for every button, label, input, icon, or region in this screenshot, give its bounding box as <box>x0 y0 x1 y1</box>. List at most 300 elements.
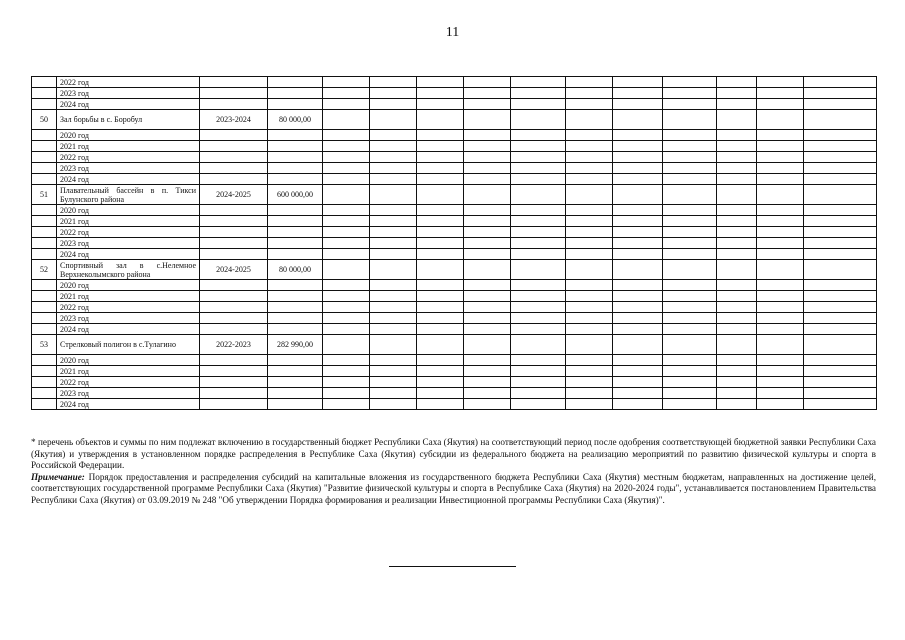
value-cell <box>323 280 370 291</box>
value-cell <box>323 388 370 399</box>
period-cell <box>200 174 268 185</box>
value-cell <box>566 302 613 313</box>
value-cell <box>370 249 417 260</box>
value-cell <box>566 249 613 260</box>
value-cell <box>464 216 511 227</box>
value-cell <box>566 152 613 163</box>
value-cell <box>804 88 877 99</box>
value-cell <box>566 335 613 355</box>
value-cell <box>804 99 877 110</box>
value-cell <box>417 174 464 185</box>
value-cell <box>804 163 877 174</box>
value-cell <box>417 163 464 174</box>
value-cell <box>464 313 511 324</box>
object-name: Плавательный бассейн в п. Тикси Булунского района <box>57 185 200 205</box>
value-cell <box>370 141 417 152</box>
value-cell <box>757 216 804 227</box>
page-number: 11 <box>445 25 460 40</box>
value-cell <box>464 88 511 99</box>
value-cell <box>717 260 757 280</box>
period-cell <box>200 291 268 302</box>
row-number-cell <box>32 302 57 313</box>
value-cell <box>566 130 613 141</box>
value-cell <box>417 88 464 99</box>
value-cell <box>717 130 757 141</box>
value-cell <box>370 163 417 174</box>
value-cell <box>464 260 511 280</box>
value-cell <box>613 77 663 88</box>
period-cell <box>200 141 268 152</box>
year-row <box>32 280 877 291</box>
value-cell <box>757 77 804 88</box>
value-cell <box>613 388 663 399</box>
value-cell <box>717 302 757 313</box>
row-number-cell <box>32 377 57 388</box>
row-number-cell <box>32 280 57 291</box>
value-cell <box>613 377 663 388</box>
value-cell <box>511 355 566 366</box>
value-cell <box>464 302 511 313</box>
value-cell <box>757 280 804 291</box>
value-cell <box>566 238 613 249</box>
value-cell <box>566 185 613 205</box>
value-cell <box>417 141 464 152</box>
value-cell <box>717 291 757 302</box>
object-period: 2023-2024 <box>200 110 268 130</box>
value-cell <box>417 324 464 335</box>
value-cell <box>717 335 757 355</box>
row-number-cell <box>32 205 57 216</box>
value-cell <box>464 280 511 291</box>
year-row <box>32 227 877 238</box>
year-row <box>32 249 877 260</box>
value-cell <box>323 227 370 238</box>
year-label: 2020 год <box>57 205 200 216</box>
amount-cell <box>268 130 323 141</box>
value-cell <box>663 355 717 366</box>
value-cell <box>613 227 663 238</box>
value-cell <box>663 174 717 185</box>
object-number: 53 <box>32 335 57 355</box>
value-cell <box>757 377 804 388</box>
amount-cell <box>268 174 323 185</box>
value-cell <box>323 174 370 185</box>
value-cell <box>370 152 417 163</box>
value-cell <box>717 99 757 110</box>
year-label: 2023 год <box>57 88 200 99</box>
value-cell <box>663 238 717 249</box>
period-cell <box>200 130 268 141</box>
value-cell <box>613 355 663 366</box>
amount-cell <box>268 291 323 302</box>
value-cell <box>717 141 757 152</box>
value-cell <box>663 377 717 388</box>
object-name: Стрелковый полигон в с.Тулагино <box>57 335 200 355</box>
value-cell <box>511 174 566 185</box>
value-cell <box>511 313 566 324</box>
row-number-cell <box>32 130 57 141</box>
year-label: 2021 год <box>57 366 200 377</box>
value-cell <box>417 355 464 366</box>
year-label: 2022 год <box>57 302 200 313</box>
remark-text: Порядок предоставления и распределения субсидий на капитальные вложения из государственного бюджета Республики Саха (Якутия) местным бюджетам, направленных на достижение целей, соответствующих государственной программе Республики Саха (Якутия) "Развитие физической культуры и спорта в Республике Саха (Якутия) на 2020-2024 годы", устанавливается постановлением Правительства Республики Саха (Якутия) от 03.09.2019 № 248 "Об утверждении Порядка формирования и реализации Инвестиционной программы Республики Саха (Якутия)". <box>31 471 876 505</box>
amount-cell <box>268 152 323 163</box>
value-cell <box>613 366 663 377</box>
object-row <box>32 185 877 205</box>
value-cell <box>757 302 804 313</box>
value-cell <box>717 205 757 216</box>
value-cell <box>370 227 417 238</box>
value-cell <box>804 141 877 152</box>
value-cell <box>757 249 804 260</box>
value-cell <box>613 99 663 110</box>
value-cell <box>717 163 757 174</box>
value-cell <box>757 260 804 280</box>
value-cell <box>613 238 663 249</box>
object-amount: 282 990,00 <box>268 335 323 355</box>
row-number-cell <box>32 174 57 185</box>
value-cell <box>757 141 804 152</box>
value-cell <box>717 238 757 249</box>
value-cell <box>804 377 877 388</box>
year-row <box>32 88 877 99</box>
row-number-cell <box>32 88 57 99</box>
value-cell <box>370 130 417 141</box>
value-cell <box>323 141 370 152</box>
value-cell <box>323 291 370 302</box>
value-cell <box>663 163 717 174</box>
value-cell <box>370 291 417 302</box>
row-number-cell <box>32 366 57 377</box>
period-cell <box>200 355 268 366</box>
object-name: Зал борьбы в с. Боробул <box>57 110 200 130</box>
value-cell <box>757 238 804 249</box>
value-cell <box>511 130 566 141</box>
value-cell <box>804 291 877 302</box>
year-label: 2023 год <box>57 388 200 399</box>
value-cell <box>804 280 877 291</box>
value-cell <box>613 249 663 260</box>
value-cell <box>323 185 370 205</box>
row-number-cell <box>32 355 57 366</box>
value-cell <box>511 141 566 152</box>
value-cell <box>511 152 566 163</box>
value-cell <box>370 366 417 377</box>
value-cell <box>804 366 877 377</box>
year-label: 2022 год <box>57 227 200 238</box>
value-cell <box>757 399 804 410</box>
value-cell <box>804 399 877 410</box>
value-cell <box>417 152 464 163</box>
period-cell <box>200 324 268 335</box>
row-number-cell <box>32 227 57 238</box>
amount-cell <box>268 249 323 260</box>
value-cell <box>804 324 877 335</box>
amount-cell <box>268 227 323 238</box>
period-cell <box>200 313 268 324</box>
period-cell <box>200 99 268 110</box>
value-cell <box>566 313 613 324</box>
value-cell <box>370 355 417 366</box>
value-cell <box>663 302 717 313</box>
object-amount: 80 000,00 <box>268 110 323 130</box>
value-cell <box>613 185 663 205</box>
row-number-cell <box>32 77 57 88</box>
value-cell <box>757 291 804 302</box>
value-cell <box>613 324 663 335</box>
value-cell <box>757 313 804 324</box>
value-cell <box>417 227 464 238</box>
period-cell <box>200 152 268 163</box>
value-cell <box>613 152 663 163</box>
value-cell <box>566 99 613 110</box>
value-cell <box>464 324 511 335</box>
amount-cell <box>268 366 323 377</box>
value-cell <box>323 130 370 141</box>
value-cell <box>663 205 717 216</box>
amount-cell <box>268 377 323 388</box>
value-cell <box>464 238 511 249</box>
value-cell <box>464 227 511 238</box>
value-cell <box>464 249 511 260</box>
value-cell <box>757 130 804 141</box>
value-cell <box>464 130 511 141</box>
value-cell <box>663 291 717 302</box>
value-cell <box>613 216 663 227</box>
value-cell <box>417 291 464 302</box>
value-cell <box>663 366 717 377</box>
value-cell <box>417 205 464 216</box>
value-cell <box>757 355 804 366</box>
period-cell <box>200 205 268 216</box>
value-cell <box>323 205 370 216</box>
value-cell <box>613 335 663 355</box>
value-cell <box>511 388 566 399</box>
value-cell <box>464 174 511 185</box>
value-cell <box>511 227 566 238</box>
value-cell <box>511 335 566 355</box>
value-cell <box>663 335 717 355</box>
value-cell <box>511 185 566 205</box>
value-cell <box>417 302 464 313</box>
value-cell <box>566 141 613 152</box>
year-label: 2024 год <box>57 249 200 260</box>
value-cell <box>613 291 663 302</box>
year-row <box>32 130 877 141</box>
value-cell <box>804 216 877 227</box>
value-cell <box>717 313 757 324</box>
value-cell <box>717 249 757 260</box>
value-cell <box>613 130 663 141</box>
amount-cell <box>268 77 323 88</box>
value-cell <box>464 355 511 366</box>
amount-cell <box>268 313 323 324</box>
value-cell <box>511 216 566 227</box>
value-cell <box>757 174 804 185</box>
value-cell <box>417 377 464 388</box>
value-cell <box>323 77 370 88</box>
value-cell <box>717 399 757 410</box>
value-cell <box>663 216 717 227</box>
row-number-cell <box>32 388 57 399</box>
value-cell <box>613 174 663 185</box>
amount-cell <box>268 163 323 174</box>
value-cell <box>717 174 757 185</box>
value-cell <box>511 366 566 377</box>
value-cell <box>464 163 511 174</box>
amount-cell <box>268 399 323 410</box>
year-row <box>32 366 877 377</box>
period-cell <box>200 249 268 260</box>
value-cell <box>804 260 877 280</box>
value-cell <box>613 141 663 152</box>
object-amount: 600 000,00 <box>268 185 323 205</box>
value-cell <box>417 130 464 141</box>
value-cell <box>663 324 717 335</box>
year-label: 2021 год <box>57 216 200 227</box>
value-cell <box>717 110 757 130</box>
year-row <box>32 302 877 313</box>
value-cell <box>511 163 566 174</box>
value-cell <box>370 110 417 130</box>
year-row <box>32 388 877 399</box>
value-cell <box>370 238 417 249</box>
row-number-cell <box>32 99 57 110</box>
value-cell <box>566 388 613 399</box>
value-cell <box>370 313 417 324</box>
value-cell <box>417 280 464 291</box>
value-cell <box>717 216 757 227</box>
value-cell <box>613 399 663 410</box>
period-cell <box>200 77 268 88</box>
year-row <box>32 174 877 185</box>
value-cell <box>323 335 370 355</box>
bottom-rule <box>389 566 516 567</box>
object-row <box>32 260 877 280</box>
value-cell <box>566 110 613 130</box>
period-cell <box>200 280 268 291</box>
value-cell <box>511 249 566 260</box>
value-cell <box>613 302 663 313</box>
row-number-cell <box>32 313 57 324</box>
value-cell <box>323 88 370 99</box>
value-cell <box>511 377 566 388</box>
row-number-cell <box>32 238 57 249</box>
value-cell <box>804 174 877 185</box>
value-cell <box>323 110 370 130</box>
value-cell <box>511 260 566 280</box>
amount-cell <box>268 280 323 291</box>
value-cell <box>804 335 877 355</box>
period-cell <box>200 377 268 388</box>
value-cell <box>804 238 877 249</box>
value-cell <box>323 238 370 249</box>
value-cell <box>370 216 417 227</box>
year-label: 2021 год <box>57 291 200 302</box>
value-cell <box>511 302 566 313</box>
value-cell <box>511 280 566 291</box>
value-cell <box>511 291 566 302</box>
notes-block <box>31 437 876 507</box>
value-cell <box>804 110 877 130</box>
value-cell <box>323 260 370 280</box>
object-number: 52 <box>32 260 57 280</box>
value-cell <box>566 174 613 185</box>
value-cell <box>370 185 417 205</box>
year-row <box>32 205 877 216</box>
object-period: 2024-2025 <box>200 260 268 280</box>
year-label: 2020 год <box>57 355 200 366</box>
value-cell <box>663 280 717 291</box>
value-cell <box>566 377 613 388</box>
value-cell <box>663 185 717 205</box>
amount-cell <box>268 324 323 335</box>
value-cell <box>757 388 804 399</box>
period-cell <box>200 227 268 238</box>
value-cell <box>464 335 511 355</box>
value-cell <box>717 227 757 238</box>
value-cell <box>323 399 370 410</box>
value-cell <box>511 399 566 410</box>
value-cell <box>370 88 417 99</box>
value-cell <box>757 88 804 99</box>
value-cell <box>717 88 757 99</box>
object-amount: 80 000,00 <box>268 260 323 280</box>
value-cell <box>464 388 511 399</box>
period-cell <box>200 399 268 410</box>
footnote: * перечень объектов и суммы по ним подлежат включению в государственный бюджет Республики Саха (Якутия) на соответствующий период после одобрения соответствующей бюджетной заявки Республики Саха (Якутия) и утверждения в установленном порядке распределения в Республике Саха (Якутия) субсидии из федерального бюджета на реализацию мероприятий по развитию физической культуры и спорта в Российской Федерации. <box>31 437 876 471</box>
value-cell <box>566 366 613 377</box>
year-label: 2022 год <box>57 377 200 388</box>
amount-cell <box>268 141 323 152</box>
value-cell <box>323 324 370 335</box>
value-cell <box>757 110 804 130</box>
value-cell <box>323 355 370 366</box>
value-cell <box>370 77 417 88</box>
value-cell <box>417 399 464 410</box>
value-cell <box>663 77 717 88</box>
value-cell <box>417 238 464 249</box>
value-cell <box>804 185 877 205</box>
period-cell <box>200 216 268 227</box>
value-cell <box>511 99 566 110</box>
remark <box>31 472 876 507</box>
object-number: 50 <box>32 110 57 130</box>
amount-cell <box>268 216 323 227</box>
value-cell <box>511 238 566 249</box>
period-cell <box>200 302 268 313</box>
value-cell <box>663 110 717 130</box>
year-row <box>32 99 877 110</box>
period-cell <box>200 238 268 249</box>
value-cell <box>511 110 566 130</box>
value-cell <box>370 324 417 335</box>
amount-cell <box>268 205 323 216</box>
value-cell <box>464 377 511 388</box>
row-number-cell <box>32 163 57 174</box>
object-row <box>32 110 877 130</box>
value-cell <box>804 355 877 366</box>
value-cell <box>323 366 370 377</box>
value-cell <box>370 302 417 313</box>
value-cell <box>804 388 877 399</box>
value-cell <box>417 216 464 227</box>
amount-cell <box>268 302 323 313</box>
value-cell <box>566 260 613 280</box>
value-cell <box>370 99 417 110</box>
value-cell <box>804 227 877 238</box>
value-cell <box>464 141 511 152</box>
